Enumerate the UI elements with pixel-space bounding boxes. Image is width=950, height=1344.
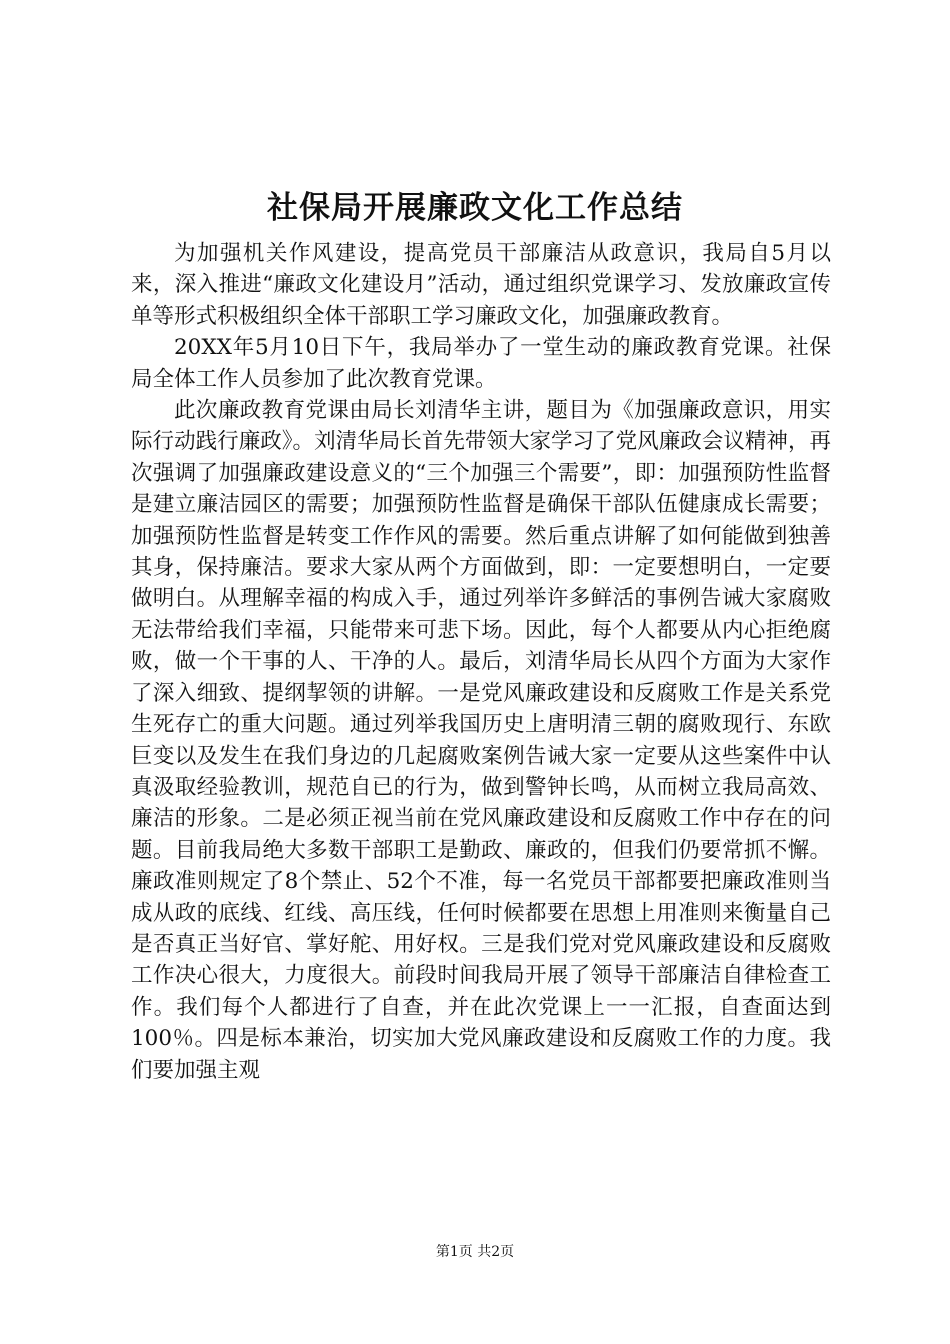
paragraph-lecture: 此次廉政教育党课由局长刘清华主讲，题目为《加强廉政意识，用实际行动践行廉政》。刘清华局长首先带领大家学习了党风廉政会议精神，再次强调了加强廉政建设意义的“三个加强三个需要”，即：加强预防性监督是建立廉洁园区的需要；加强预防性监督是确保干部队伍健康成长需要；加强预防性监督是转变工作作风的需要。然后重点讲解了如何能做到独善其身，保持廉洁。要求大家从两个方面做到，即：一定要想明白，一定要做明白。从理解幸福的构成入手，通过列举许多鲜活的事例告诫大家腐败无法带给我们幸福，只能带来可悲下场。因此，每个人都要从内心拒绝腐败，做一个干事的人、干净的人。最后，刘清华局长从四个方面为大家作了深入细致、提纲挈领的讲解。一是党风廉政建设和反腐败工作是关系党生死存亡的重大问题。通过列举我国历史上唐明清三朝的腐败现行、东欧巨变以及发生在我们身边的几起腐败案例告诫大家一定要从这些案件中认真汲取经验教训，规范自已的行为，做到警钟长鸣，从而树立我局高效、廉洁的形象。二是必须正视当前在党风廉政建设和反腐败工作中存在的问题。目前我局绝大多数干部职工是勤政、廉政的，但我们仍要常抓不懈。廉政准则规定了8个禁止、52个不准，每一名党员干部都要把廉政准则当成从政的底线、红线、高压线，任何时候都要在思想上用准则来衡量自己是否真正当好官、掌好舵、用好权。三是我们党对党风廉政建设和反腐败工作决心很大，力度很大。前段时间我局开展了领导干部廉洁自律检查工作。我们每个人都进行了自查，并在此次党课上一一汇报，自查面达到100％。四是标本兼治，切实加大党风廉政建设和反腐败工作的力度。我们要加强主观 [131, 398, 831, 1083]
document-title: 社保局开展廉政文化工作总结 [267, 190, 683, 226]
paragraph-intro: 为加强机关作风建设，提高党员干部廉洁从政意识，我局自5月以来，深入推进“廉政文化建设月”活动，通过组织党课学习、发放廉政宣传单等形式积极组织全体干部职工学习廉政文化，加强廉政教育。 [131, 241, 831, 329]
paragraph-event: 20XX年5月10日下午，我局举办了一堂生动的廉政教育党课。社保局全体工作人员参加了此次教育党课。 [131, 335, 831, 392]
page-number-footer: 第1页 共2页 [435, 1244, 515, 1260]
document-body [131, 238, 831, 1188]
